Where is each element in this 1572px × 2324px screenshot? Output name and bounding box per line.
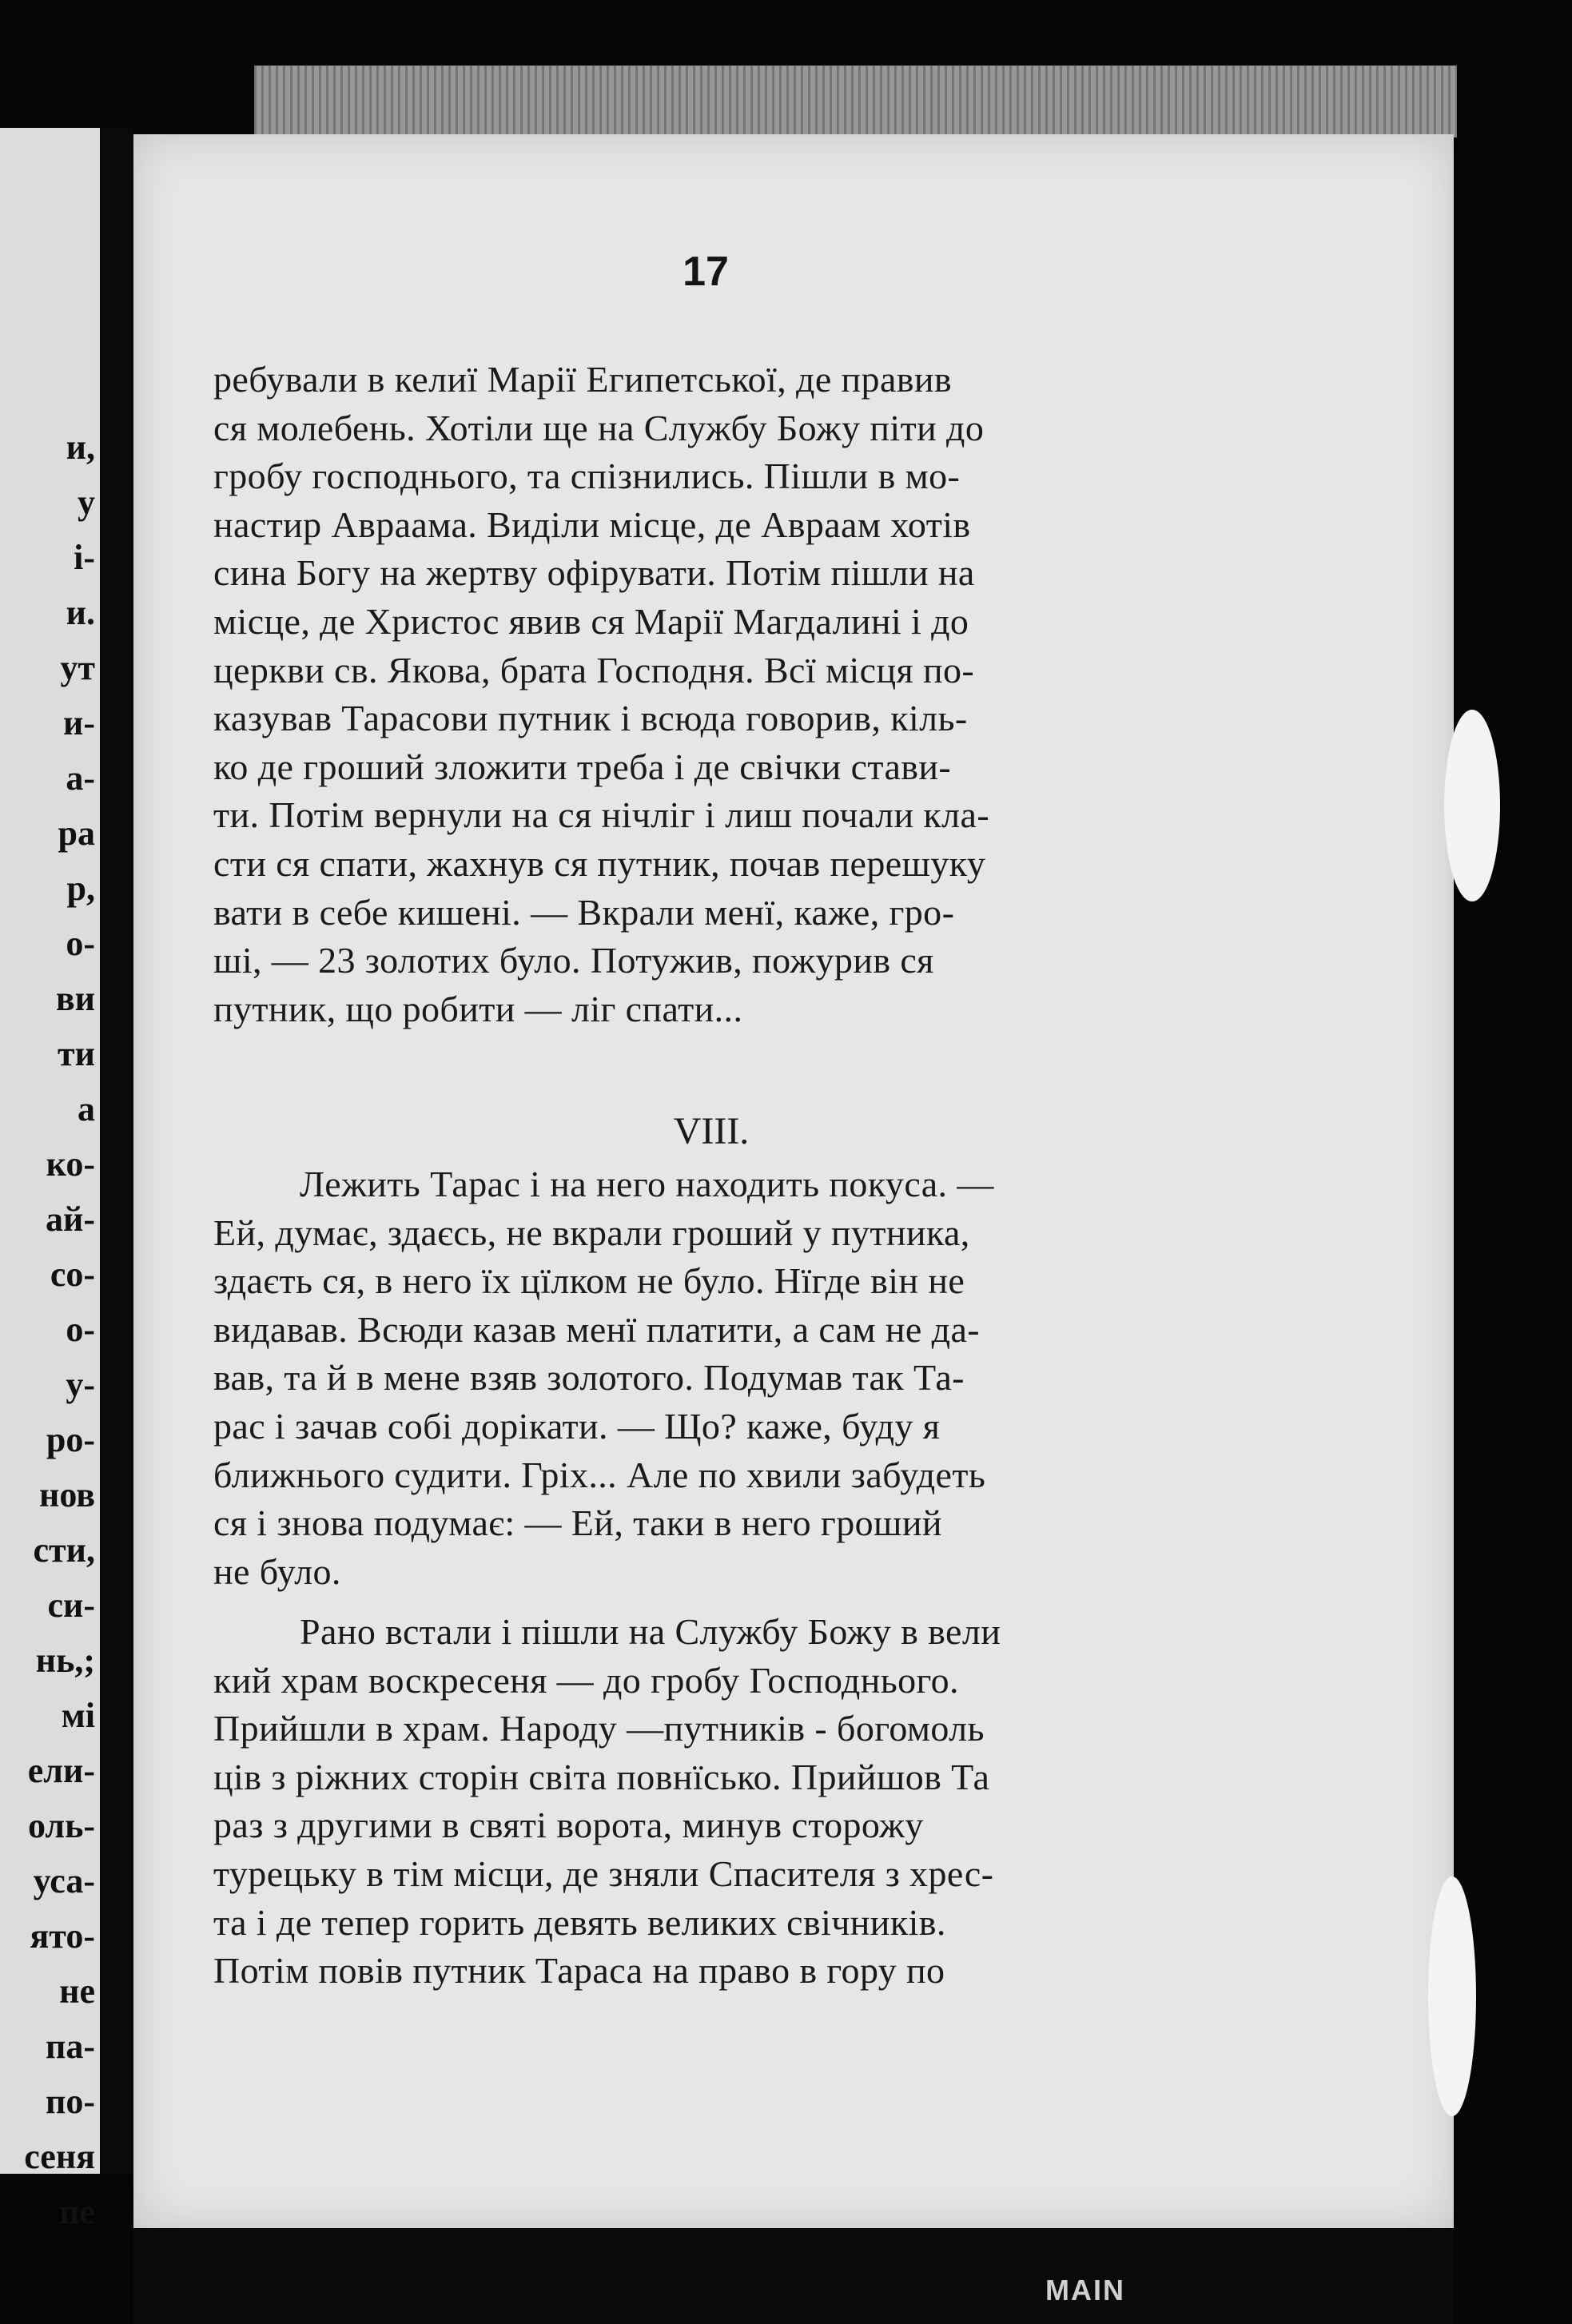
left-page-line: оль- xyxy=(27,1806,95,1845)
text-line: ближнього судити. Гріх... Але по хвили забудеть xyxy=(213,1454,986,1495)
text-line: Прийшли в храм. Народу —путників - богомоль xyxy=(213,1708,985,1749)
paper-stain xyxy=(1428,1876,1476,2116)
text-line: Лежить Тарас і на него находить покуса. — xyxy=(300,1164,994,1204)
text-line: ші, — 23 золотих було. Потужив, пожурив ся xyxy=(213,940,934,981)
text-line: місце, де Христос явив ся Марії Магдалині і до xyxy=(213,601,969,642)
left-page-line: уса- xyxy=(33,1861,95,1900)
left-page-line: ко- xyxy=(46,1144,95,1184)
text-line: казував Тарасови путник і всюда говорив, кіль- xyxy=(213,698,968,739)
text-line: Ей, думає, здаєсь, не вкрали гроший у путника, xyxy=(213,1212,970,1253)
text-line: настир Авраама. Виділи місце, де Авраам хотів xyxy=(213,503,971,545)
left-page-line: по- xyxy=(45,2082,95,2121)
book-spine xyxy=(100,128,133,2174)
text-line: ко де гроший зложити треба і де свічки стави- xyxy=(213,746,952,787)
text-line: ребували в келиї Марії Египетської, де правив xyxy=(213,359,953,400)
text-line: сти ся спати, жахнув ся путник, почав перешуку xyxy=(213,843,986,884)
left-page-line: а xyxy=(78,1089,95,1128)
paper-stain xyxy=(1444,710,1500,901)
left-page-line: ви xyxy=(55,979,95,1018)
page-number: 17 xyxy=(683,249,729,295)
text-line: церкви св. Якова, брата Господня. Всї місця по- xyxy=(213,649,975,690)
left-page-line: а- xyxy=(66,758,95,798)
text-line: раз з другими в святі ворота, минув сторожу xyxy=(213,1805,924,1846)
left-page-line: ято- xyxy=(30,1916,95,1956)
left-page-line: со- xyxy=(50,1255,95,1294)
text-line: рас і зачав собі дорікати. — Що? каже, буду я xyxy=(213,1406,941,1447)
left-page-line: ра xyxy=(58,814,95,853)
section-heading: VIII. xyxy=(673,1110,750,1152)
left-page-line: ут xyxy=(60,648,95,687)
left-page-line: ели- xyxy=(27,1751,95,1790)
left-page-line: не xyxy=(59,1972,95,2011)
left-page-line: о- xyxy=(66,1310,95,1349)
film-bottom-strip xyxy=(133,2228,1454,2324)
text-line: здаєть ся, в него їх цїлком не було. Нїгде він не xyxy=(213,1260,965,1302)
text-line: путник, що робити — ліг спати... xyxy=(213,988,743,1029)
left-page-line: сеня xyxy=(24,2137,95,2176)
left-page-line: и. xyxy=(66,593,95,632)
text-line: кий храм воскресеня — до гробу Господнього. xyxy=(213,1659,959,1701)
left-page-line: нов xyxy=(38,1475,95,1514)
film-top-strip xyxy=(254,66,1457,137)
left-page-line: и, xyxy=(66,428,95,467)
text-line: та і де тепер горить девять великих свічників. xyxy=(213,1901,946,1943)
text-line: гробу господнього, та спізнились. Пішли в мо- xyxy=(213,456,961,497)
text-line: ти. Потім вернули на ся нічліг і лиш почали кла- xyxy=(213,794,990,836)
text-line: видавав. Всюди казав менї платити, а сам не да- xyxy=(213,1308,980,1350)
text-line: ся молебень. Хотіли ще на Службу Божу піти до xyxy=(213,407,985,448)
text-line: не було. xyxy=(213,1550,341,1592)
text-line: турецьку в тім місци, де зняли Спасителя з хрес- xyxy=(213,1853,994,1894)
left-page-line: і- xyxy=(74,538,95,577)
text-line: Потім повів путник Тараса на право в гору по xyxy=(213,1950,945,1992)
text-line: Рано встали і пішли на Службу Божу в вели xyxy=(300,1611,1001,1652)
text-line: ся і знова подумає: — Ей, таки в него гроший xyxy=(213,1502,942,1544)
left-page-line: ро- xyxy=(46,1420,95,1459)
left-page-line: си- xyxy=(47,1586,95,1625)
left-page-line: у- xyxy=(66,1365,95,1404)
text-line: сина Богу на жертву офірувати. Потім пішли на xyxy=(213,552,975,594)
adjacent-page-fragment xyxy=(0,128,100,2231)
microfilm-label: MAIN xyxy=(1045,2274,1125,2306)
left-page-line: у xyxy=(78,483,95,522)
text-line: вати в себе кишені. — Вкрали менї, каже, гро- xyxy=(213,891,955,933)
left-page-line: ай- xyxy=(45,1200,95,1239)
text-line: ців з ріжних сторін світа повнїсько. Прийшов Та xyxy=(213,1756,990,1797)
left-page-line: нь,; xyxy=(35,1641,95,1680)
left-page-line: р, xyxy=(66,869,95,908)
left-page-line: па- xyxy=(45,2027,95,2066)
left-page-line: мі xyxy=(61,1696,95,1735)
left-page-line: ти xyxy=(58,1034,95,1073)
left-page-line: и- xyxy=(62,703,95,742)
text-line: вав, та й в мене взяв золотого. Подумав так Та- xyxy=(213,1357,965,1399)
left-page-line: сти, xyxy=(33,1530,95,1570)
left-page-line: пе xyxy=(59,2192,95,2231)
left-page-line: о- xyxy=(66,924,95,963)
